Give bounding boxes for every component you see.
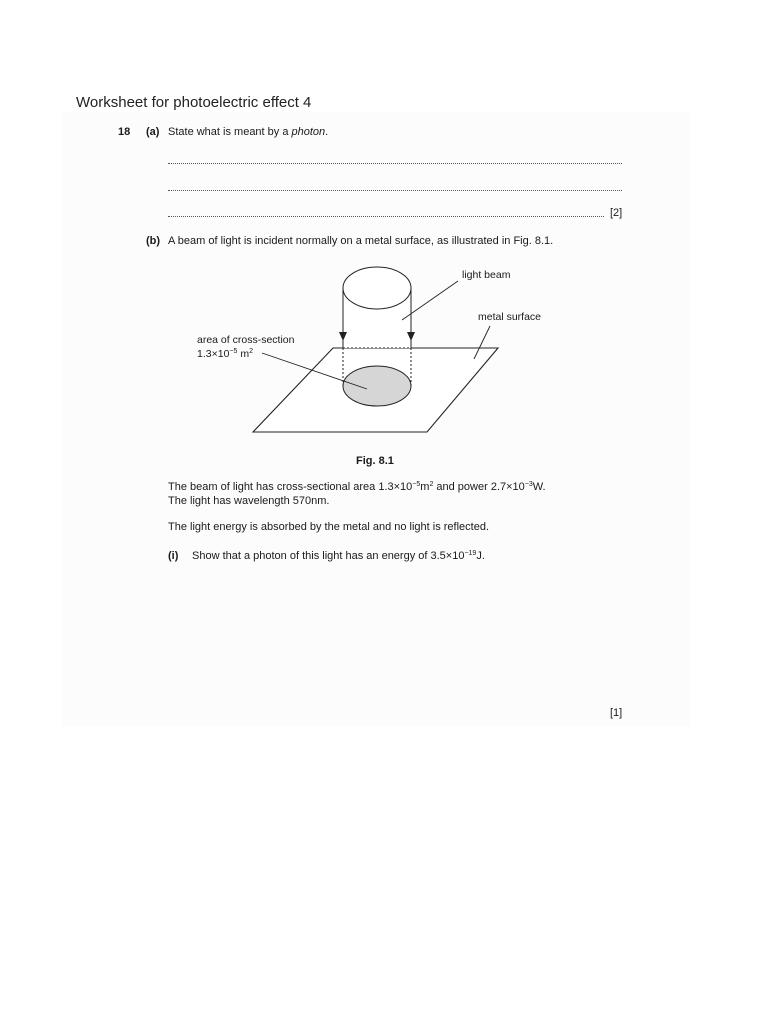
part-a-prompt-italic: photon: [291, 126, 326, 138]
label-metal-surface: metal surface: [478, 311, 542, 323]
label-area-unit-exp: 2: [249, 348, 253, 355]
part-b-prompt: A beam of light is incident normally on a metal surface, as illustrated in Fig. 8.1.: [168, 235, 554, 247]
para1-d: W.: [532, 481, 546, 493]
part-i-exp: −19: [464, 550, 477, 557]
label-area-unit: m: [237, 348, 250, 360]
part-i-prompt: [192, 550, 485, 562]
label-area-exp: −5: [229, 348, 238, 355]
para1-exp2: 2: [429, 481, 434, 488]
part-i-text-a: Show that a photon of this light has an energy of 3.5×10: [192, 550, 465, 562]
part-a-prompt-suffix: .: [325, 126, 329, 138]
paragraph-absorbed: The light energy is absorbed by the metal and no light is reflected.: [168, 521, 490, 533]
para1-a: The beam of light has cross-sectional area 1.3×10: [168, 481, 413, 493]
part-i-marks: [1]: [610, 707, 623, 719]
label-area-line1: area of cross-section: [197, 334, 295, 346]
part-a-label: (a): [146, 126, 160, 138]
page-title: Worksheet for photoelectric effect 4: [76, 94, 312, 111]
beam-top-ellipse: [343, 267, 411, 309]
figure-caption: Fig. 8.1: [356, 455, 394, 467]
paragraph-wavelength: The light has wavelength 570nm.: [168, 495, 330, 507]
part-b-label: (b): [146, 235, 161, 247]
label-area-value: [197, 348, 253, 360]
para1-exp3: −3: [524, 481, 533, 488]
part-i-text-b: J.: [476, 550, 485, 562]
figure-8-1: [0, 0, 768, 480]
label-area-base: 1.3×10: [197, 348, 230, 360]
para1-b: m: [420, 481, 430, 493]
para1-c: and power 2.7×10: [433, 481, 525, 493]
label-light-beam: light beam: [462, 269, 511, 281]
part-a-marks: [2]: [610, 207, 623, 219]
part-a-prompt-prefix: State what is meant by a: [168, 126, 292, 138]
question-number: 18: [118, 126, 131, 138]
cross-section-area: [343, 366, 411, 406]
paragraph-beam-area-power: [168, 481, 546, 493]
part-i-label: (i): [168, 550, 179, 562]
para1-exp1: −5: [412, 481, 421, 488]
